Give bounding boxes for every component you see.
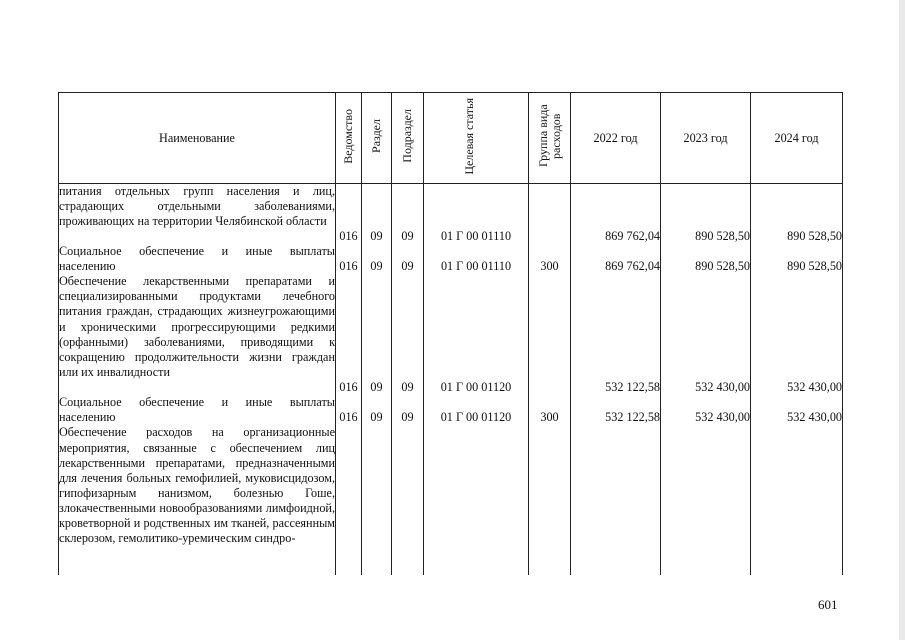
row-name: Социальное обеспечение и иные выплаты населению <box>59 244 335 274</box>
row-department: 016 <box>336 244 362 274</box>
row-amount-2024 <box>751 425 843 575</box>
row-expense-group <box>529 274 571 395</box>
table-row <box>59 184 843 245</box>
row-expense-group: 300 <box>529 244 571 274</box>
row-subsection <box>392 425 424 575</box>
row-section: 09 <box>362 184 392 245</box>
row-subsection: 09 <box>392 274 424 395</box>
row-section: 09 <box>362 395 392 425</box>
header-target-article: Целевая статья <box>424 93 529 184</box>
row-target-article: 01 Г 00 01110 <box>424 244 529 274</box>
row-section: 09 <box>362 274 392 395</box>
header-row <box>59 93 843 184</box>
row-department: 016 <box>336 184 362 245</box>
row-amount-2024: 890 528,50 <box>751 244 843 274</box>
row-amount-2023: 890 528,50 <box>661 184 751 245</box>
row-expense-group <box>529 425 571 575</box>
row-target-article: 01 Г 00 01120 <box>424 274 529 395</box>
header-expense-group: Группа вида расходов <box>529 93 571 184</box>
row-amount-2022 <box>571 425 661 575</box>
row-amount-2023: 532 430,00 <box>661 274 751 395</box>
row-amount-2023: 890 528,50 <box>661 244 751 274</box>
row-expense-group <box>529 184 571 245</box>
row-subsection: 09 <box>392 244 424 274</box>
header-section: Раздел <box>362 93 392 184</box>
header-2023: 2023 год <box>661 93 751 184</box>
table-row <box>59 274 843 395</box>
table-row <box>59 395 843 425</box>
row-subsection: 09 <box>392 395 424 425</box>
row-subsection: 09 <box>392 184 424 245</box>
row-amount-2023 <box>661 425 751 575</box>
row-amount-2023: 532 430,00 <box>661 395 751 425</box>
row-department: 016 <box>336 395 362 425</box>
row-expense-group: 300 <box>529 395 571 425</box>
row-amount-2022: 532 122,58 <box>571 395 661 425</box>
row-name: Социальное обеспечение и иные выплаты населению <box>59 395 335 425</box>
page-number: 601 <box>818 597 838 612</box>
table-row <box>59 425 843 575</box>
header-2024: 2024 год <box>751 93 843 184</box>
scan-edge <box>899 0 905 640</box>
row-section: 09 <box>362 244 392 274</box>
row-amount-2022: 869 762,04 <box>571 244 661 274</box>
table-row <box>59 244 843 274</box>
header-subsection: Подраздел <box>392 93 424 184</box>
row-amount-2024: 890 528,50 <box>751 184 843 245</box>
row-amount-2022: 869 762,04 <box>571 184 661 245</box>
row-amount-2024: 532 430,00 <box>751 395 843 425</box>
row-name: Обеспечение расходов на организационные мероприятия, связанные с обеспечением лиц лекарственными препаратами, предназначенными для лечения больных гемофилией, муковисцидозом, гипофизарным нанизмом, болезнью Гоше, злокачественными новообразованиями лимфоидной, кроветворной и родственных им тканей, рассеянным склерозом, гемолитико-уремическим синдро- <box>59 425 336 575</box>
row-target-article <box>424 425 529 575</box>
row-section <box>362 425 392 575</box>
row-amount-2024: 532 430,00 <box>751 274 843 395</box>
row-target-article: 01 Г 00 01120 <box>424 395 529 425</box>
budget-table <box>58 92 843 575</box>
header-department: Ведомство <box>336 93 362 184</box>
row-department <box>336 425 362 575</box>
row-name: Обеспечение лекарственными препаратами и специализированными продуктами лечебного питания граждан, страдающих жизнеугрожающими и хроническими прогрессирующими редкими (орфанными) заболеваниями, приводящими к сокращению продолжительности жизни граждан или их инвалидности <box>59 274 336 395</box>
header-2022: 2022 год <box>571 93 661 184</box>
row-department: 016 <box>336 274 362 395</box>
header-name: Наименование <box>59 93 336 184</box>
row-name: питания отдельных групп населения и лиц, страдающих отдельными заболеваниями, проживающих на территории Челябинской области <box>59 184 336 245</box>
row-target-article: 01 Г 00 01110 <box>424 184 529 245</box>
row-amount-2022: 532 122,58 <box>571 274 661 395</box>
